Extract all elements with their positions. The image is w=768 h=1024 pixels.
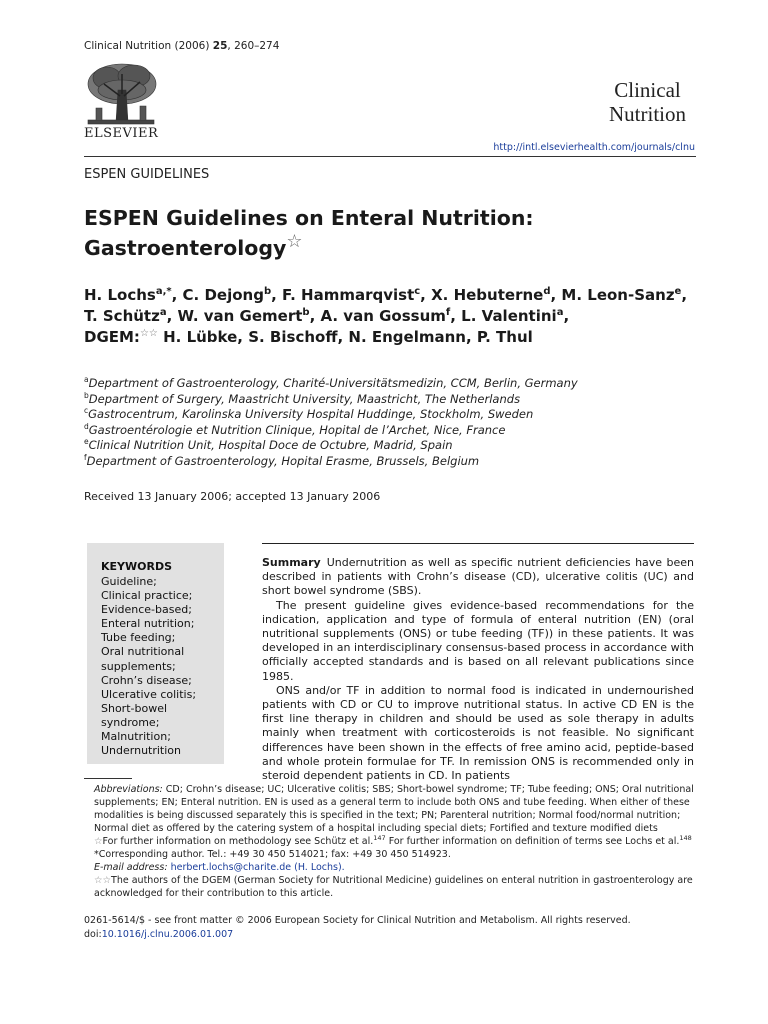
citation-prefix: Clinical Nutrition (2006) [84, 40, 210, 52]
publisher-name: ELSEVIER [84, 126, 159, 141]
citation-volume: 25 [212, 40, 228, 52]
doi-label: doi: [84, 928, 102, 940]
title-line2: Gastroenterology [84, 236, 287, 260]
keyword-line: Guideline; [101, 575, 157, 588]
summary-label: Summary [262, 556, 321, 569]
corresponding-author-note [84, 848, 696, 861]
abbreviations-label: Abbreviations: [94, 784, 163, 795]
author-affil-mark: f [445, 307, 451, 318]
keyword-line: Ulcerative colitis; [101, 687, 197, 701]
keywords-list [101, 575, 196, 758]
author-separator: , [681, 286, 688, 304]
affiliation-item [84, 454, 578, 470]
keyword-line: Short-bowel [101, 701, 168, 715]
email-note [84, 861, 696, 874]
summary-paragraph [262, 556, 694, 599]
affiliation-mark: d [84, 421, 89, 431]
author-name: , M. Leon-Sanz [550, 286, 675, 304]
summary-paragraph: ONS and/or TF in addition to normal food is indicated in undernourished patients with CD or CU to improve nutritional status. In active CD EN is the first line therapy in children and should be used as sole therapy in adults mainly when treatment with corticosteroids is not feasible. No significant differences have been shown in the effects of free amino acid, peptide-based and whole protein formulae for TF. In remission ONS is recommended only in steroid dependent patients in CD. In patients [262, 683, 694, 783]
affiliation-mark: f [84, 452, 87, 462]
footnote-divider [84, 778, 132, 779]
keyword-line: Clinical practice; [101, 589, 193, 603]
affiliation-mark: e [84, 437, 89, 447]
affiliation-item [84, 423, 578, 439]
citation-pages: , 260–274 [227, 40, 280, 52]
issn-line: 0261-5614/$ - see front matter © 2006 European Society for Clinical Nutrition and Metabolism. All rights reserved. [84, 915, 631, 926]
affiliation-text: Gastroentérologie et Nutrition Clinique, Hopital de l’Archet, Nice, France [88, 422, 506, 437]
abbreviations-text: CD; Crohn’s disease; UC; Ulcerative colitis; SBS; Short-bowel syndrome; TF; Tube feeding; ONS; Oral nutritional supplements; EN; Enteral nutrition. EN is used as a general term to include both ONS and tube feeding. When either of these modalities is being discussed separately this is specified in the text; PN; Parenteral nutrition; Normal food/normal nutrition; Normal diet as offered by the catering system of a hospital including special diets; Fortified and texture modified diets [94, 784, 694, 834]
article-title [84, 203, 534, 263]
affiliation-text: Gastrocentrum, Karolinska University Hospital Huddinge, Stockholm, Sweden [88, 407, 534, 421]
affiliation-text: Department of Gastroenterology, Hopital Erasme, Brussels, Belgium [86, 453, 480, 468]
affiliation-item [84, 407, 578, 423]
author-name: , L. Valentini [450, 307, 557, 325]
footnote-asterisk: * [94, 849, 99, 860]
affiliations [84, 376, 578, 469]
journal-title-line2: Nutrition [609, 102, 686, 126]
affiliation-mark: a [84, 375, 89, 385]
dgem-star-icon: ☆☆ [139, 328, 158, 339]
authors-line3 [84, 327, 687, 348]
affiliation-mark: c [84, 406, 89, 416]
author-affil-mark: a [159, 307, 167, 318]
author-name: , C. Dejong [171, 286, 264, 304]
affiliation-mark: b [84, 390, 89, 400]
methodology-note [84, 835, 696, 848]
footnote-text: The authors of the DGEM (German Society for Nutritional Medicine) guidelines on enteral nutrition in gastroenterology are acknowledged for their contribution to this article. [94, 875, 693, 899]
footnote-text: For further information on definition of terms see Lochs et al. [385, 836, 680, 847]
footnote-star-icon: ☆ [94, 836, 103, 847]
affiliation-item [84, 438, 578, 454]
footnote-text: Corresponding author. Tel.: +49 30 450 514021; fax: +49 30 450 514923. [98, 849, 451, 860]
summary-text: Undernutrition as well as specific nutrient deficiencies have been described in patients with Crohn’s disease (CD), ulcerative colitis (UC) and short bowel syndrome (SBS). [262, 556, 694, 598]
author-affil-mark: c [414, 286, 421, 297]
title-star-icon: ☆ [286, 231, 303, 253]
dgem-label: DGEM: [84, 328, 140, 346]
section-label: ESPEN GUIDELINES [84, 167, 210, 182]
abstract-summary [262, 556, 694, 783]
footnotes [84, 783, 696, 900]
author-name: T. Schütz [84, 307, 160, 325]
keywords-heading: KEYWORDS [101, 560, 173, 573]
affiliation-text: Department of Surgery, Maastricht University, Maastricht, The Netherlands [88, 391, 521, 406]
copyright-block [84, 914, 631, 941]
journal-url-link[interactable]: http://intl.elsevierhealth.com/journals/clnu [493, 142, 695, 153]
keyword-line: Undernutrition [101, 744, 182, 758]
keyword-line: Malnutrition; [101, 730, 171, 744]
keyword-line: Oral nutritional [101, 645, 185, 659]
author-name: , A. van Gossum [309, 307, 446, 325]
title-line1: ESPEN Guidelines on Enteral Nutrition: [84, 206, 534, 230]
keyword-line: syndrome; [101, 715, 160, 729]
doi-line [84, 928, 631, 942]
journal-title [609, 78, 686, 126]
author-separator: , [563, 307, 570, 325]
affiliation-item [84, 392, 578, 408]
summary-paragraph: The present guideline gives evidence-based recommendations for the indication, application and type of formula of enteral nutrition (EN) (oral nutritional supplements (ONS) or tube feeding (TF)) in these patients. It was developed in an interdisciplinary consensus-based process in accordance with officially accepted standards and is based on all relevant publications since 1985. [262, 598, 694, 683]
keyword-line: supplements; [101, 659, 176, 673]
affiliation-text: Clinical Nutrition Unit, Hospital Doce de Octubre, Madrid, Spain [88, 438, 453, 452]
email-link[interactable]: herbert.lochs@charite.de (H. Lochs). [170, 862, 345, 873]
keywords-box [87, 543, 224, 764]
received-dates: Received 13 January 2006; accepted 13 January 2006 [84, 490, 381, 503]
doi-link[interactable]: 10.1016/j.clnu.2006.01.007 [101, 928, 234, 940]
abbreviations-note [84, 783, 696, 835]
footnote-ref[interactable]: 148 [679, 833, 692, 842]
author-name: , F. Hammarqvist [271, 286, 415, 304]
journal-citation [84, 40, 279, 52]
header-divider [84, 156, 696, 157]
footnote-text: For further information on methodology see Schütz et al. [102, 836, 374, 847]
author-affil-mark: b [263, 286, 272, 297]
email-label: E-mail address: [94, 862, 168, 873]
author-affil-mark: d [543, 286, 551, 297]
author-name: , X. Hebuterne [420, 286, 544, 304]
author-name: H. Lochs [84, 286, 156, 304]
author-affil-mark: e [674, 286, 682, 297]
keyword-line: Crohn’s disease; [101, 673, 192, 687]
keyword-line: Tube feeding; [101, 631, 176, 645]
author-affil-mark: b [302, 307, 310, 318]
authors-line1 [84, 285, 687, 306]
keyword-line: Enteral nutrition; [101, 617, 195, 631]
affiliation-text: Department of Gastroenterology, Charité-Universitätsmedizin, CCM, Berlin, Germany [88, 376, 578, 390]
dgem-authors: H. Lübke, S. Bischoff, N. Engelmann, P. Thul [157, 328, 533, 346]
journal-title-line1: Clinical [614, 78, 681, 102]
author-name: , W. van Gemert [166, 307, 303, 325]
affiliation-item [84, 376, 578, 392]
dgem-note [84, 874, 696, 900]
author-affil-mark: a,* [155, 286, 172, 297]
summary-divider [262, 543, 694, 544]
authors-line2 [84, 306, 687, 327]
author-affil-mark: a [556, 307, 564, 318]
author-list [84, 285, 687, 348]
footnote-ref[interactable]: 147 [373, 833, 386, 842]
keyword-line: Evidence-based; [101, 603, 192, 617]
footnote-double-star-icon: ☆☆ [94, 875, 112, 886]
